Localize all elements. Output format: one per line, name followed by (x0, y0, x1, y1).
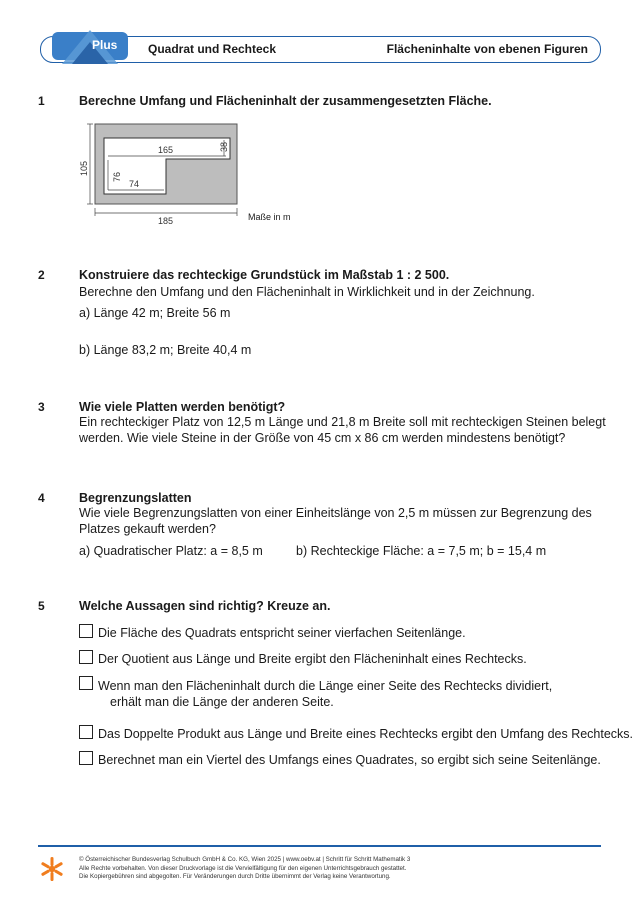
task-1-title: Berechne Umfang und Flächeninhalt der zusammengesetzten Fläche. (79, 94, 492, 108)
statement-1: Die Fläche des Quadrats entspricht seiner vierfachen Seitenlänge. (98, 626, 466, 640)
task-4-title: Begrenzungslatten (79, 491, 192, 505)
checkbox-statement-4[interactable] (79, 725, 93, 739)
task-3-number: 3 (38, 400, 45, 414)
task-2-number: 2 (38, 268, 45, 282)
statement-3-line1: Wenn man den Flächeninhalt durch die Länge einer Seite des Rechtecks dividiert, (98, 679, 553, 693)
task-2-text: Berechne den Umfang und den Flächeninhalt in Wirklichkeit und in der Zeichnung. (79, 285, 535, 299)
task-4-number: 4 (38, 491, 45, 505)
label-165: 165 (158, 145, 174, 155)
label-74: 74 (129, 179, 140, 189)
task-4a: a) Quadratischer Platz: a = 8,5 m (79, 544, 263, 558)
label-76: 76 (112, 171, 122, 182)
task-1-number: 1 (38, 94, 45, 108)
header-chapter: Flächeninhalte von ebenen Figuren (386, 42, 588, 56)
task-5-number: 5 (38, 599, 45, 613)
label-185: 185 (158, 216, 174, 226)
unit-note: Maße in m (248, 212, 291, 222)
task-2-title: Konstruiere das rechteckige Grundstück im Maßstab 1 : 2 500. (79, 268, 450, 282)
task-3-line1: Ein rechteckiger Platz von 12,5 m Länge und 21,8 m Breite soll mit rechteckigen Steinen belegt (79, 415, 606, 429)
label-105: 105 (79, 160, 89, 176)
plus-logo (52, 30, 128, 66)
checkbox-statement-3[interactable] (79, 676, 93, 690)
task-2b: b) Länge 83,2 m; Breite 40,4 m (79, 343, 252, 357)
task-3-line2: werden. Wie viele Steine in der Größe von 45 cm x 86 cm werden mindestens benötigt? (79, 431, 566, 445)
footer-rule (38, 845, 601, 847)
checkbox-statement-5[interactable] (79, 751, 93, 765)
label-38: 38 (219, 142, 229, 153)
checkbox-statement-1[interactable] (79, 624, 93, 638)
statement-5: Berechnet man ein Viertel des Umfangs eines Quadrates, so ergibt sich seine Seitenlänge. (98, 753, 601, 767)
publisher-star-icon (40, 856, 64, 882)
task-4-line1: Wie viele Begrenzungslatten von einer Einheitslänge von 2,5 m müssen zur Begrenzung des (79, 506, 592, 520)
task-5-title: Welche Aussagen sind richtig? Kreuze an. (79, 599, 331, 613)
task-3-title: Wie viele Platten werden benötigt? (79, 400, 286, 414)
task-4b: b) Rechteckige Fläche: a = 7,5 m; b = 15,4 m (296, 544, 547, 558)
task-4-line2: Platzes gekauft werden? (79, 522, 216, 536)
statement-2: Der Quotient aus Länge und Breite ergibt den Flächeninhalt eines Rechtecks. (98, 652, 527, 666)
statement-3-line2: erhält man die Länge der anderen Seite. (110, 695, 334, 709)
logo-text: Plus (92, 38, 118, 52)
task-2a: a) Länge 42 m; Breite 56 m (79, 306, 231, 320)
footer-copyright (79, 856, 410, 882)
footer-line-1: © Österreichischer Bundesverlag Schulbuch GmbH & Co. KG, Wien 2025 | www.oebv.at | Schritt für Schritt Mathematik 3 (79, 856, 411, 863)
footer-line-3: Die Kopiergebühren sind abgegolten. Für Veränderungen durch Dritte übernimmt der Verlag keine Verantwortung. (79, 873, 391, 880)
checkbox-statement-2[interactable] (79, 650, 93, 664)
statement-4: Das Doppelte Produkt aus Länge und Breite eines Rechtecks ergibt den Umfang des Rechtecks. (98, 727, 634, 741)
footer-line-2: Alle Rechte vorbehalten. Von dieser Druckvorlage ist die Vervielfältigung für den eigenen Unterrichtsgebrauch gestattet. (79, 864, 407, 872)
header-topic: Quadrat und Rechteck (148, 42, 277, 56)
